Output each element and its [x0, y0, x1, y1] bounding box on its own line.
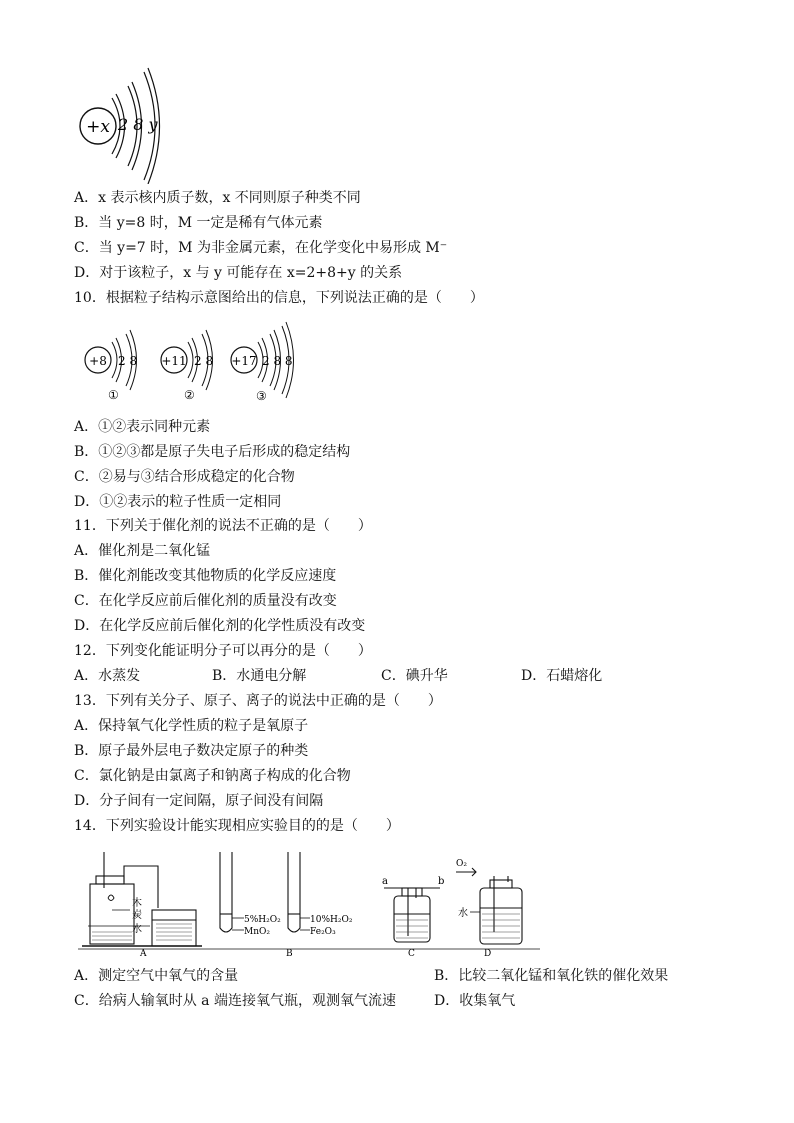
apparatus-a-label-1: 木 [132, 898, 142, 909]
q14-option-b: B．比较二氧化锰和氧化铁的催化效果 [434, 968, 669, 984]
particle-2-shells: 2 8 [194, 354, 214, 368]
nucleus-label: +x [86, 117, 110, 137]
q14-option-d: D．收集氧气 [434, 993, 516, 1009]
particle-2-nucleus: +11 [161, 354, 187, 368]
particle-1-label: ① [108, 388, 119, 402]
q12-option-a: A．水蒸发 [74, 668, 141, 684]
jar-water-hatch [92, 932, 132, 940]
q11-stem: 11．下列关于催化剂的说法不正确的是（ ） [74, 518, 372, 534]
q9-option-c: C．当 y=7 时，M 为非金属元素，在化学变化中易形成 M⁻ [74, 240, 448, 256]
q9-option-b: B．当 y=8 时，M 一定是稀有气体元素 [74, 215, 323, 231]
q9-option-d: D．对于该粒子，x 与 y 可能存在 x=2+8+y 的关系 [74, 265, 403, 281]
tube-1-catalyst: MnO₂ [244, 927, 270, 937]
tube-2-solution: 10%H₂O₂ [310, 915, 353, 925]
q10-option-d: D．①②表示的粒子性质一定相同 [74, 494, 282, 510]
electron-shells-label: 2 8 y [118, 115, 158, 134]
particle-3-label: ③ [256, 389, 267, 402]
q14-stem: 14．下列实验设计能实现相应实验目的的是（ ） [74, 818, 400, 834]
caption-d: D [484, 949, 492, 958]
q11-option-b: B．催化剂能改变其他物质的化学反应速度 [74, 568, 337, 584]
apparatus-a-label-3: 水 [132, 924, 142, 935]
q13-stem: 13．下列有关分子、原子、离子的说法中正确的是（ ） [74, 693, 442, 709]
q14-option-c: C．给病人输氧时从 a 端连接氧气瓶，观测氧气流速 [74, 993, 396, 1009]
apparatus-d [456, 868, 522, 944]
particle-3-shells: 2 8 8 [262, 354, 293, 368]
port-b-label: b [438, 876, 445, 887]
q13-option-c: C．氯化钠是由氯离子和钠离子构成的化合物 [74, 768, 351, 784]
particle-diagrams-figure [82, 320, 312, 402]
tube-2-catalyst: Fe₂O₃ [310, 927, 336, 937]
apparatus-c [384, 888, 440, 942]
q13-option-b: B．原子最外层电子数决定原子的种类 [74, 743, 309, 759]
lab-apparatus-figure [78, 848, 540, 958]
port-a-label: a [382, 876, 388, 887]
particle-1-shells: 2 8 [118, 354, 138, 368]
particle-3-nucleus: +17 [231, 354, 257, 368]
q14-option-a: A．测定空气中氧气的含量 [74, 968, 239, 984]
q12-option-d: D．石蜡熔化 [521, 668, 603, 684]
tube-1-solution: 5%H₂O₂ [244, 915, 281, 925]
q12-stem: 12．下列变化能证明分子可以再分的是（ ） [74, 643, 372, 659]
particle-2-label: ② [184, 388, 195, 402]
q9-option-a: A．x 表示核内质子数，x 不同则原子种类不同 [74, 190, 361, 206]
q11-option-d: D．在化学反应前后催化剂的化学性质没有改变 [74, 618, 366, 634]
beaker-water-hatch [156, 924, 192, 940]
particle-1-diagram [85, 330, 137, 402]
q12-option-c: C．碘升华 [381, 668, 448, 684]
q11-option-c: C．在化学反应前后催化剂的质量没有改变 [74, 593, 337, 609]
atom-structure-figure [78, 66, 178, 184]
q13-option-a: A．保持氧气化学性质的粒子是氧原子 [74, 718, 309, 734]
caption-b: B [286, 949, 293, 958]
q10-stem: 10．根据粒子结构示意图给出的信息，下列说法正确的是（ ） [74, 290, 484, 306]
q10-option-a: A．①②表示同种元素 [74, 419, 211, 435]
bottle-d-water-hatch [482, 914, 520, 938]
particle-1-nucleus: +8 [89, 354, 107, 368]
q10-option-b: B．①②③都是原子失电子后形成的稳定结构 [74, 444, 351, 460]
q11-option-a: A．催化剂是二氧化锰 [74, 543, 211, 559]
bottle-c-water-hatch [396, 920, 428, 938]
apparatus-a-label-2: 炭 [132, 910, 142, 921]
q13-option-d: D．分子间有一定间隔，原子间没有间隔 [74, 793, 324, 809]
q12-option-b: B．水通电分解 [212, 668, 307, 684]
apparatus-d-water-label: 水 [458, 908, 468, 919]
caption-a: A [140, 949, 147, 958]
caption-c: C [408, 949, 415, 958]
oxygen-label: O₂ [456, 859, 467, 869]
particle-2-diagram [161, 330, 213, 402]
particle-3-diagram [231, 322, 294, 402]
q10-option-c: C．②易与③结合形成稳定的化合物 [74, 469, 295, 485]
